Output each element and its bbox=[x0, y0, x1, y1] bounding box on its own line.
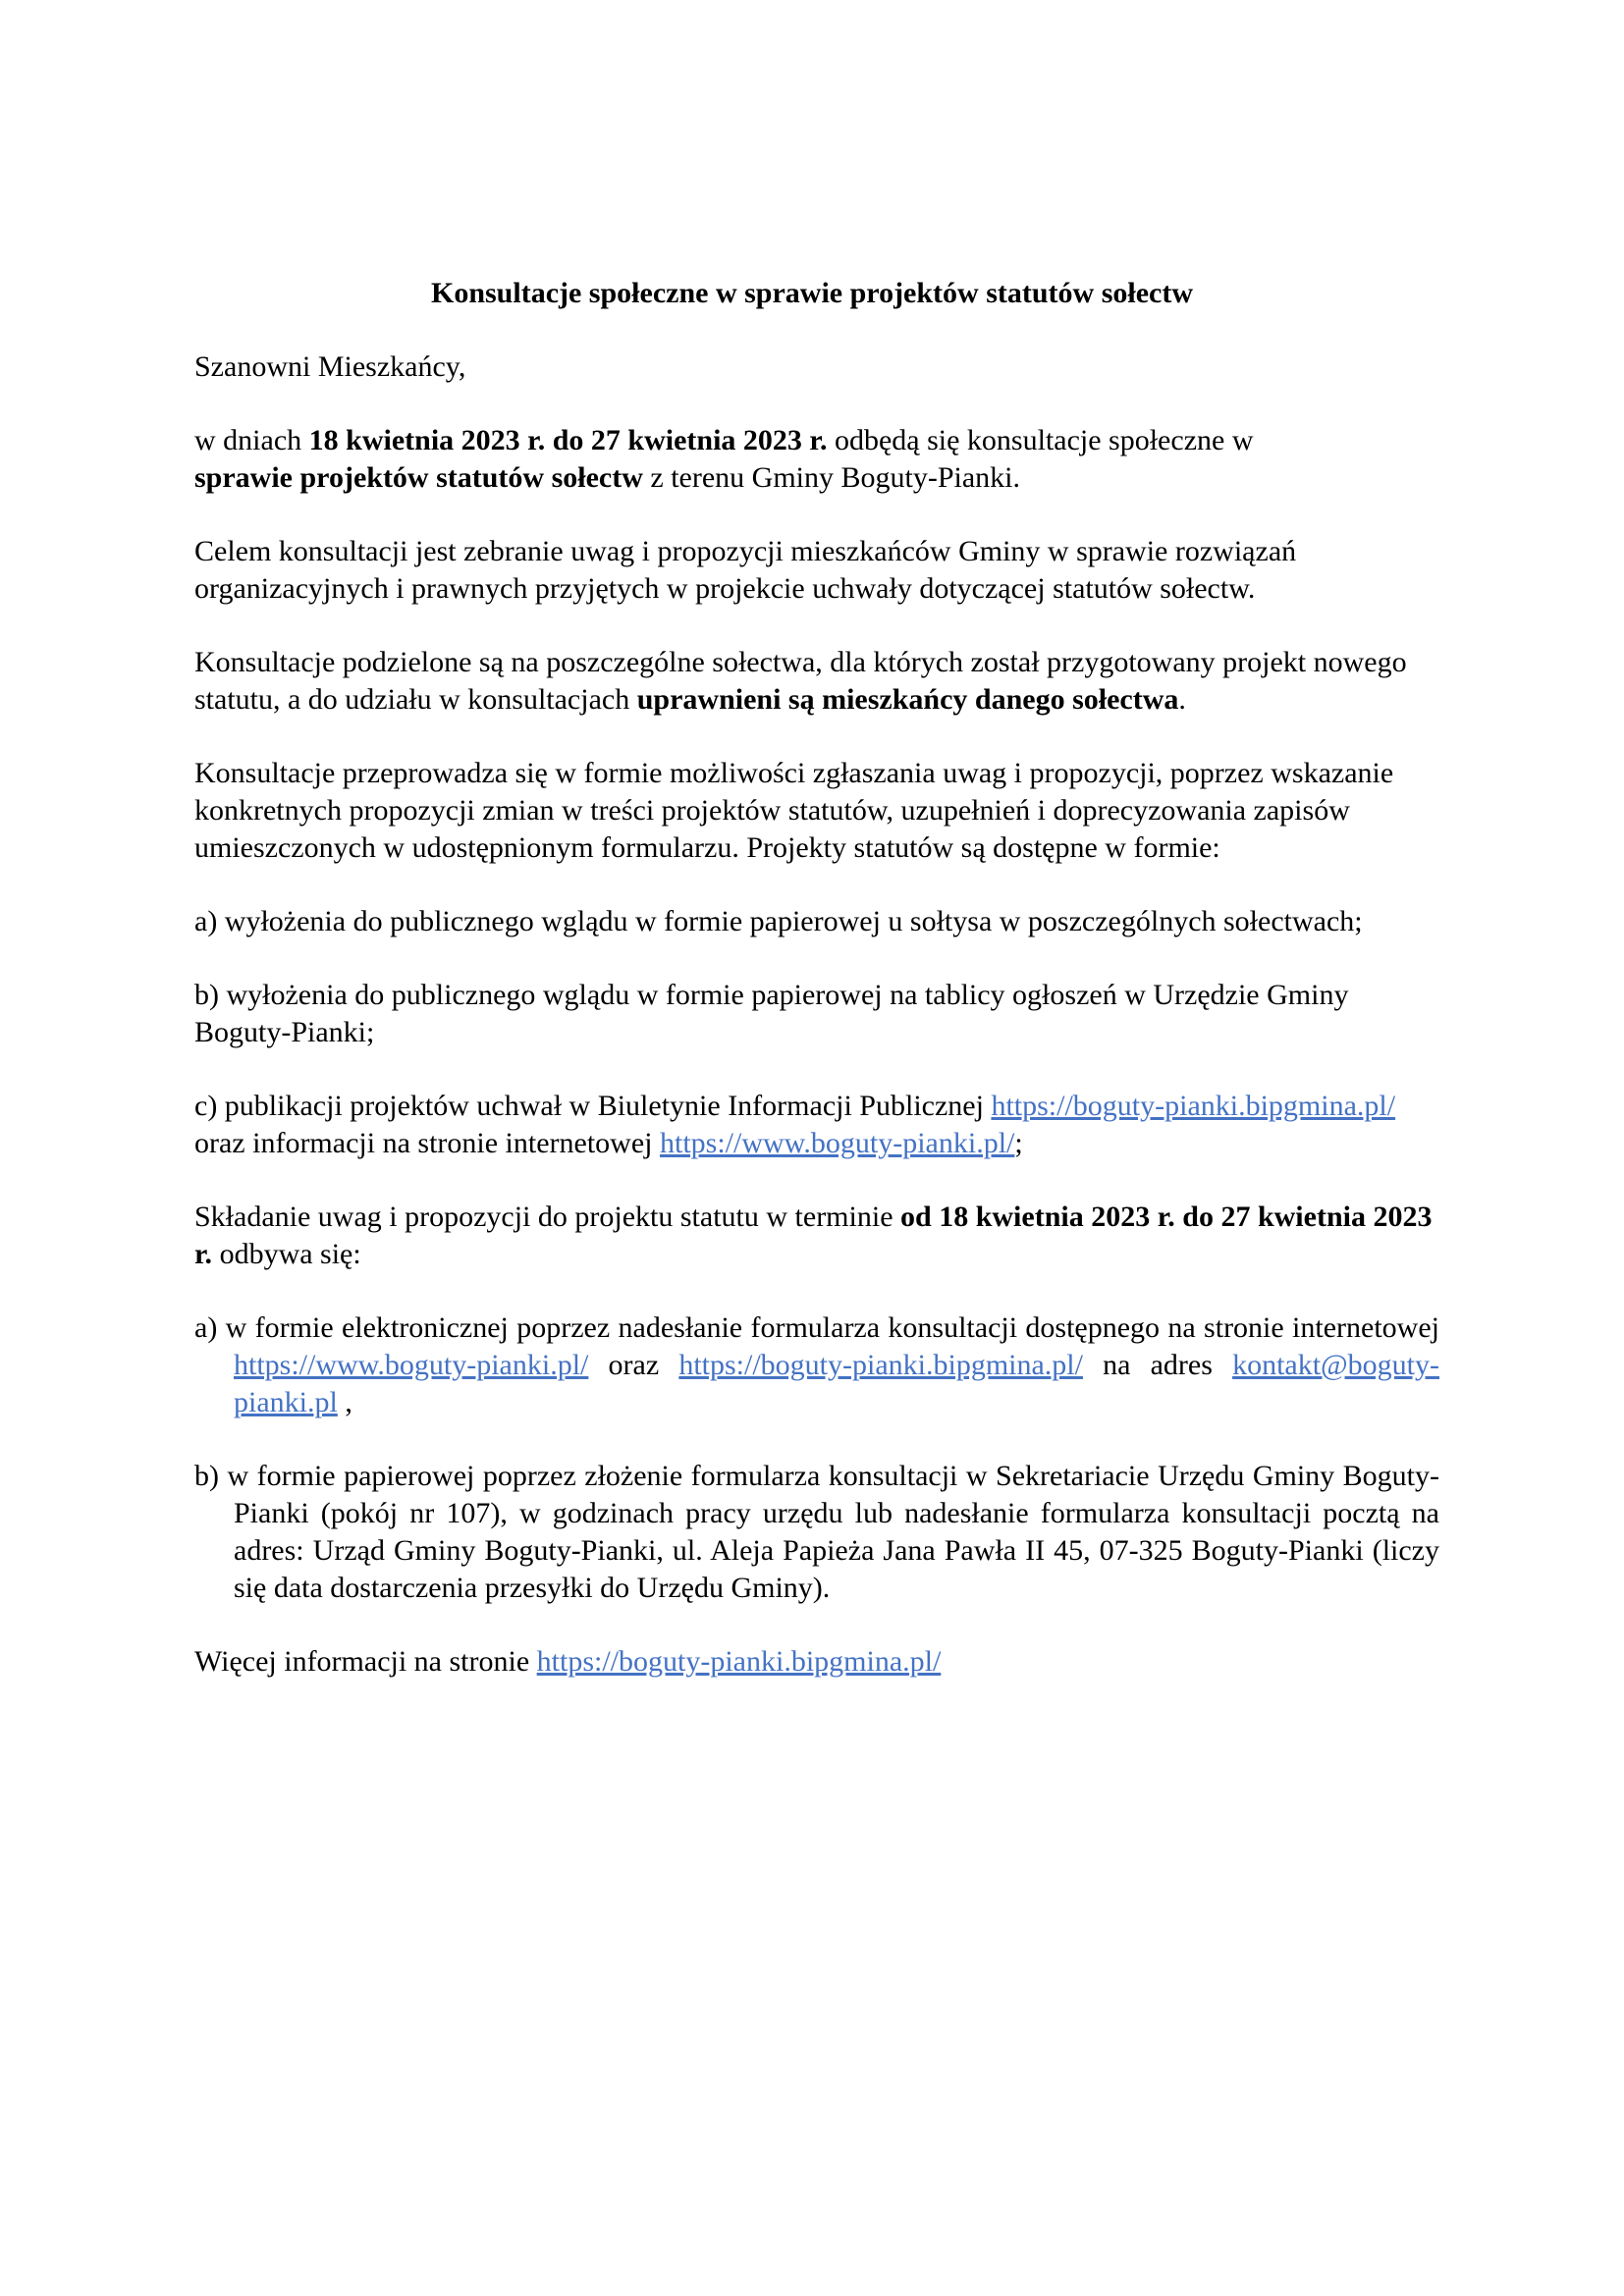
document-title: Konsultacje społeczne w sprawie projektów statutów sołectw bbox=[430, 277, 1193, 309]
bold-dates: 18 kwietnia 2023 r. do 27 kwietnia 2023 r. bbox=[308, 424, 828, 456]
text-span: Składanie uwag i propozycji do projektu statutu w terminie bbox=[194, 1201, 901, 1233]
paragraph-purpose: Celem konsultacji jest zebranie uwag i propozycji mieszkańców Gminy w sprawie rozwiązań organizacyjnych i prawnych przyjętych w projekcie uchwały dotyczącej statutów sołectw. bbox=[194, 535, 1297, 605]
email-link[interactable]: kontakt@boguty-pianki.pl bbox=[234, 1349, 1439, 1418]
bold-subject: sprawie projektów statutów sołectw bbox=[194, 461, 643, 494]
text-span: a) w formie elektronicznej poprzez nadesłanie formularza konsultacji dostępnego na stronie internetowej bbox=[194, 1311, 1439, 1344]
bip-link[interactable]: https://boguty-pianki.bipgmina.pl/ bbox=[678, 1349, 1083, 1381]
list-item-c bbox=[194, 1088, 1439, 1162]
text-span: ; bbox=[1014, 1127, 1023, 1159]
text-span: z terenu Gminy Boguty-Pianki. bbox=[642, 461, 1021, 494]
bip-link[interactable]: https://boguty-pianki.bipgmina.pl/ bbox=[536, 1645, 942, 1678]
text-span: w dniach bbox=[194, 424, 309, 456]
paragraph-scope bbox=[194, 644, 1439, 719]
bip-link[interactable]: https://boguty-pianki.bipgmina.pl/ bbox=[991, 1090, 1396, 1122]
text-span: na adres bbox=[1082, 1349, 1233, 1381]
greeting: Szanowni Mieszkańcy, bbox=[194, 350, 466, 383]
paragraph-submission bbox=[194, 1199, 1439, 1273]
bold-submission-dates: od 18 kwietnia 2023 r. do 27 kwietnia 2023 r. bbox=[194, 1201, 1433, 1270]
text-span: . bbox=[1178, 683, 1186, 716]
list-item-a: a) wyłożenia do publicznego wglądu w formie papierowej u sołtysa w poszczególnych sołectwach; bbox=[194, 905, 1363, 937]
paragraph-dates bbox=[194, 422, 1439, 497]
text-span: , bbox=[337, 1386, 352, 1418]
text-span: Konsultacje podzielone są na poszczególne sołectwa, dla których został przygotowany projekt nowego statutu, a do udziału w konsultacjach bbox=[194, 646, 1407, 716]
document-body bbox=[194, 348, 1439, 1717]
text-span: odbędą się konsultacje społeczne w bbox=[827, 424, 1254, 456]
website-link[interactable]: https://www.boguty-pianki.pl/ bbox=[234, 1349, 589, 1381]
list-item-b: b) wyłożenia do publicznego wglądu w formie papierowej na tablicy ogłoszeń w Urzędzie Gminy Boguty-Pianki; bbox=[194, 979, 1349, 1048]
submission-item-b: b) w formie papierowej poprzez złożenie formularza konsultacji w Sekretariacie Urzędu Gminy Boguty-Pianki (pokój nr 107), w godzinach pracy urzędu lub nadesłanie formularza konsultacji pocztą na adres: Urząd Gminy Boguty-Pianki, ul. Aleja Papieża Jana Pawła II 45, 07-325 Boguty-Pianki (liczy się data dostarczenia przesyłki do Urzędu Gminy). bbox=[194, 1460, 1439, 1604]
website-link[interactable]: https://www.boguty-pianki.pl/ bbox=[659, 1127, 1015, 1159]
bold-eligible: uprawnieni są mieszkańcy danego sołectwa bbox=[636, 683, 1179, 716]
text-span: oraz informacji na stronie internetowej bbox=[194, 1127, 660, 1159]
text-span: Więcej informacji na stronie bbox=[194, 1645, 537, 1678]
paragraph-form: Konsultacje przeprowadza się w formie możliwości zgłaszania uwag i propozycji, poprzez wskazanie konkretnych propozycji zmian w treści projektów statutów, uzupełnień i doprecyzowania zapisów umieszczonych w udostępnionym formularzu. Projekty statutów są dostępne w formie: bbox=[194, 757, 1394, 864]
text-span: oraz bbox=[588, 1349, 679, 1381]
text-span: c) publikacji projektów uchwał w Biuletynie Informacji Publicznej bbox=[194, 1090, 992, 1122]
closing-paragraph bbox=[194, 1643, 1439, 1681]
submission-item-a bbox=[194, 1309, 1439, 1421]
text-span: odbywa się: bbox=[212, 1238, 361, 1270]
